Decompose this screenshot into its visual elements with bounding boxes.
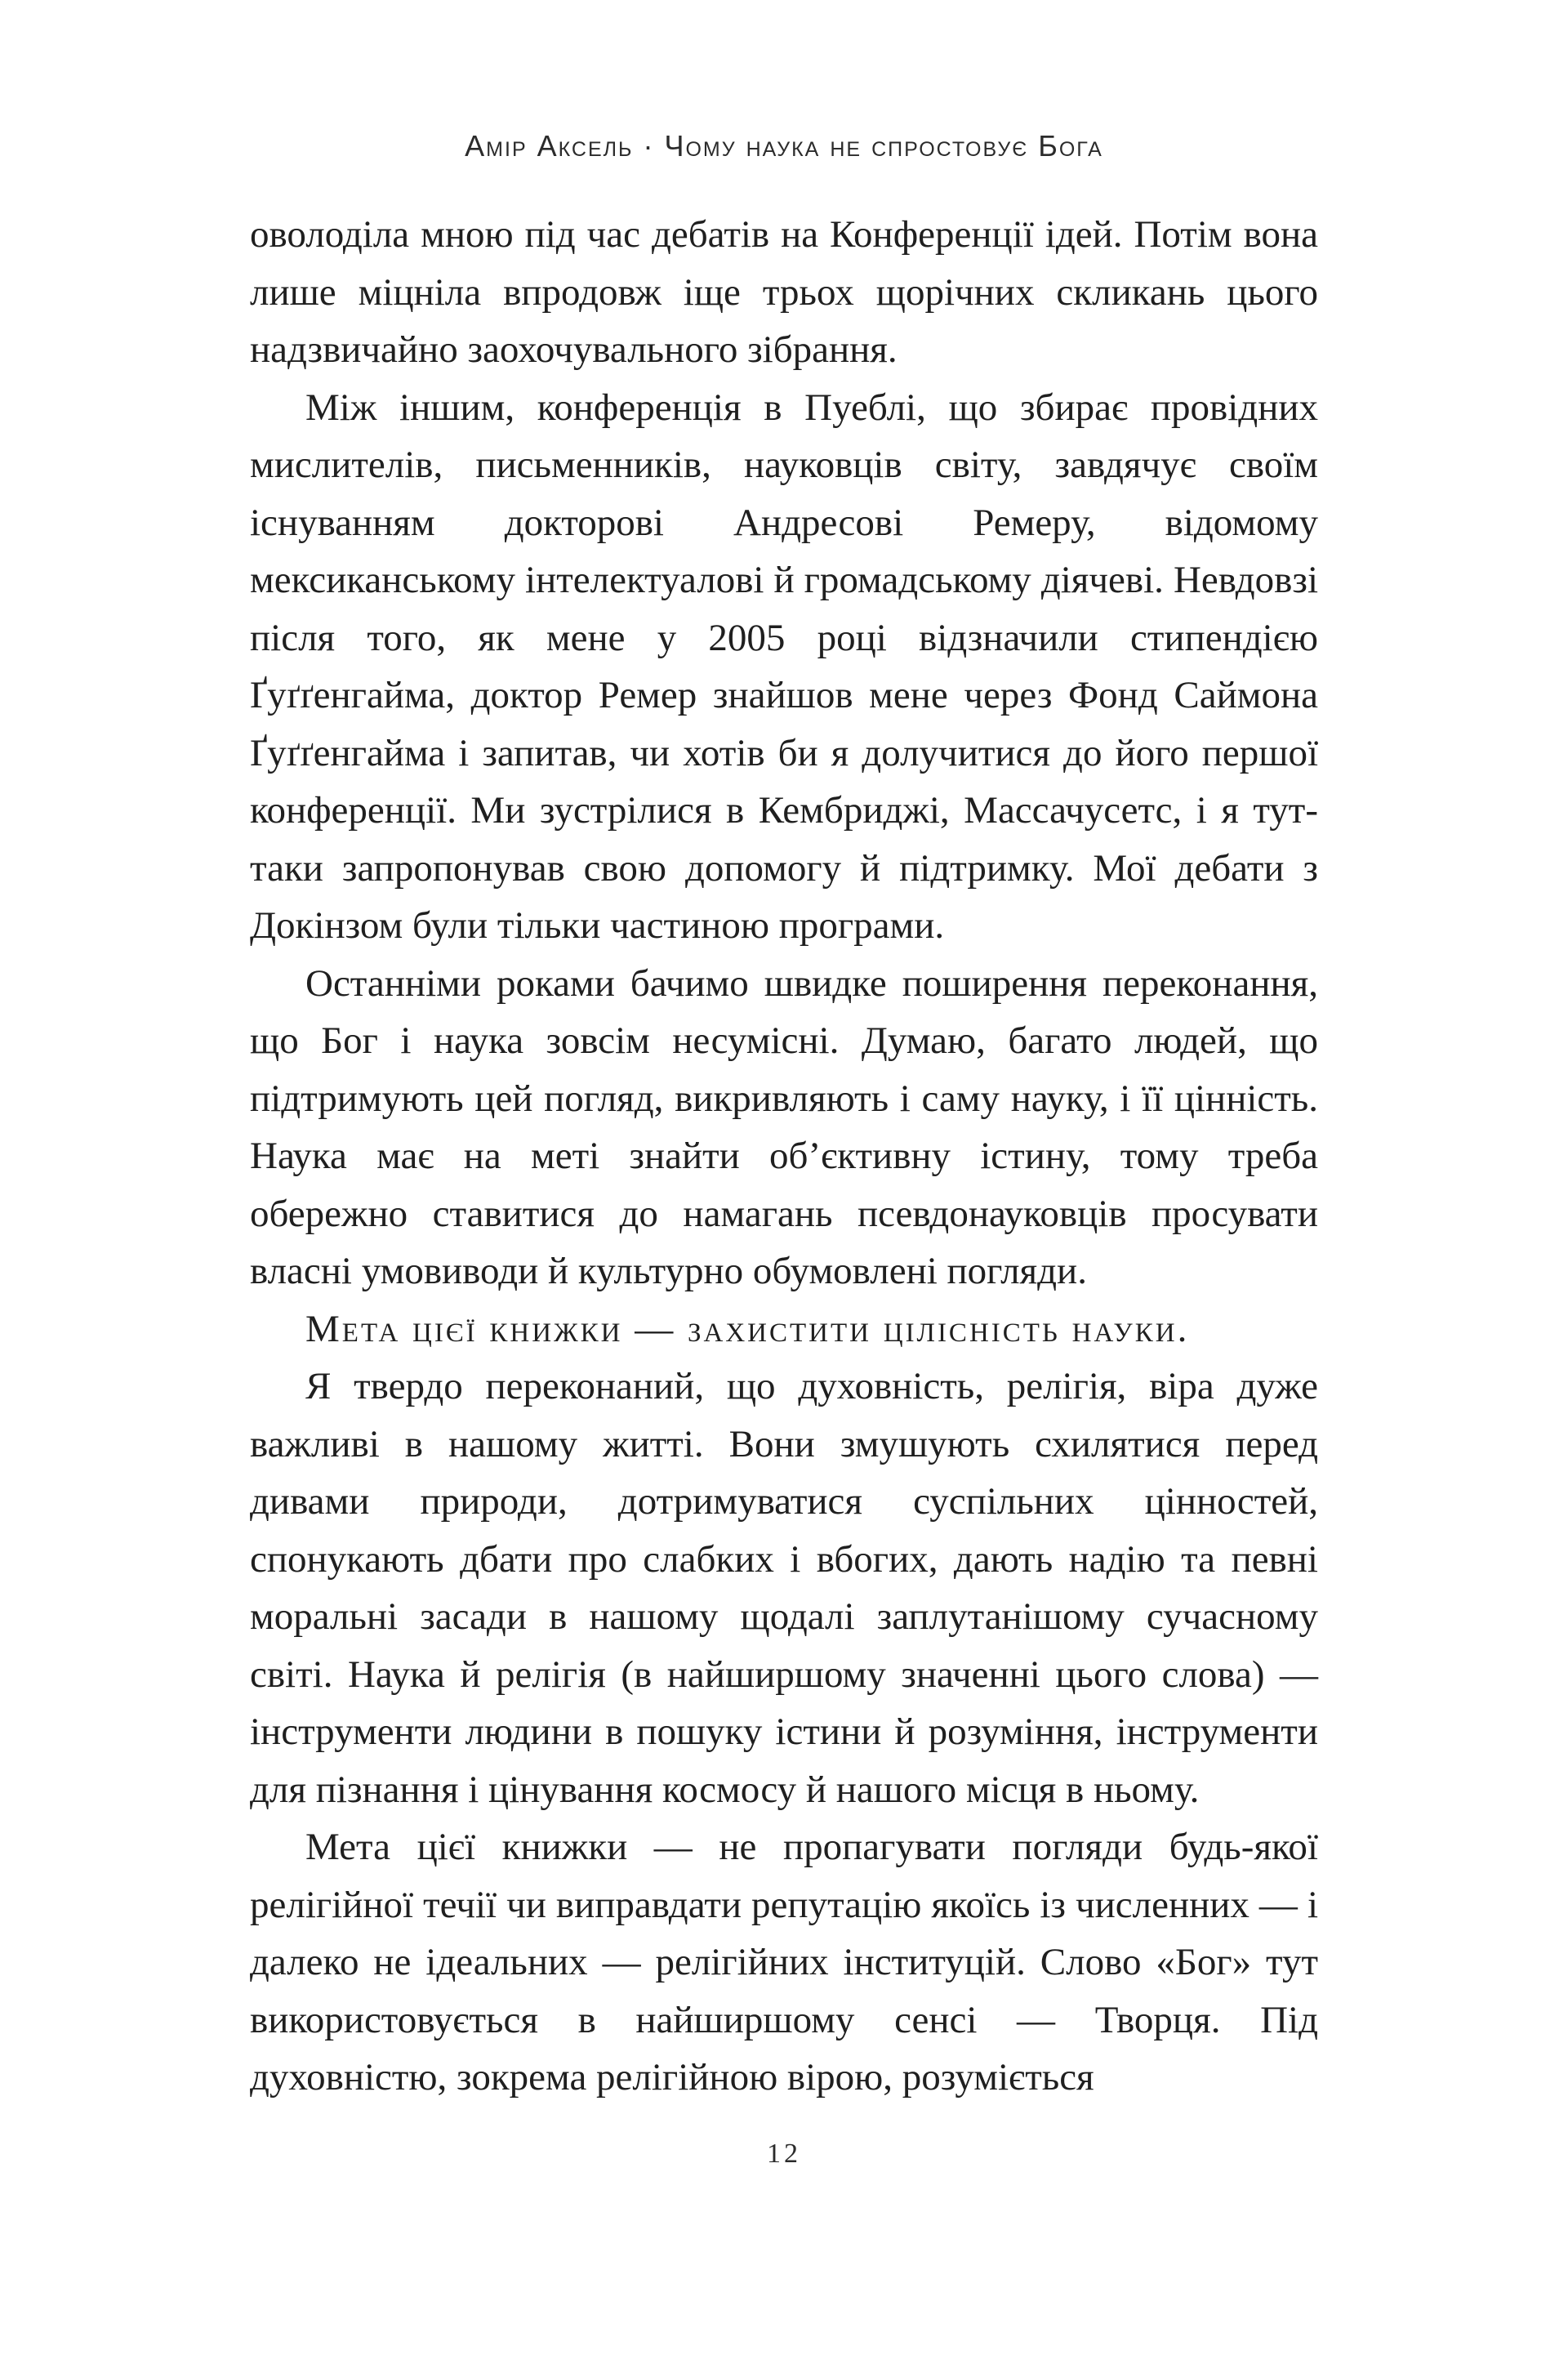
body-text (250, 206, 1318, 2107)
page-number: 12 (767, 2139, 801, 2169)
paragraph-science-and-god: Останніми роками бачимо швидке поширення переконання, що Бог і наука зовсім несумісні. Думаю, багато людей, що підтримують цей погляд, викривляють і саму науку, і її цінність. Наука має на меті знайти об’єктивну істину, тому треба обережно ставитися до намагань псевдонауковців просувати власні умовиводи й культурно обумовлені погляди. (250, 961, 1318, 1292)
paragraph-continuation: оволоділа мною під час дебатів на Конференції ідей. Потім вона лише міцніла впродовж іще трьох щорічних скликань цього надзвичайно заохочувального зібрання. (250, 213, 1318, 371)
paragraph-book-goal: Мета цієї книжки — захистити цілісність науки. (305, 1307, 1190, 1350)
paragraph-conference: Між іншим, конференція в Пуеблі, що збирає провідних мислителів, письменників, науковців світу, завдячує своїм існуванням докторові Андресові Ремеру, відомому мексиканському інтелектуалові й громадському діячеві. Невдовзі після того, як мене у 2005 році відзначили стипендією Ґуґґенгайма, доктор Ремер знайшов мене через Фонд Саймона Ґуґґенгайма і запитав, чи хотів би я долучитися до його першої конференції. Ми зустрілися в Кембриджі, Массачусетс, і я тут-таки запропонував свою допомогу й підтримку. Мої дебати з Докінзом були тільки частиною програми. (250, 386, 1318, 947)
running-head: Амір Аксель · Чому наука не спростовує Бога (465, 129, 1103, 163)
paragraph-book-purpose: Мета цієї книжки — не пропагувати погляди будь-якої релігійної течії чи виправдати репутацію якоїсь із численних — і далеко не ідеальних — релігійних інституцій. Слово «Бог» тут використовується в найширшому сенсі — Творця. Під духовністю, зокрема релігійною вірою, розуміється (250, 1826, 1318, 2099)
paragraph-spirituality: Я твердо переконаний, що духовність, релігія, віра дуже важливі в нашому житті. Вони змушують схилятися перед дивами природи, дотримуватися суспільних цінностей, спонукають дбати про слабких і вбогих, дають надію та певні моральні засади в нашому щодалі заплутанішому сучасному світі. Наука й релігія (в найширшому значенні цього слова) — інструменти людини в пошуку істини й розуміння, інструменти для пізнання і цінування космосу й нашого місця в ньому. (250, 1365, 1318, 1811)
